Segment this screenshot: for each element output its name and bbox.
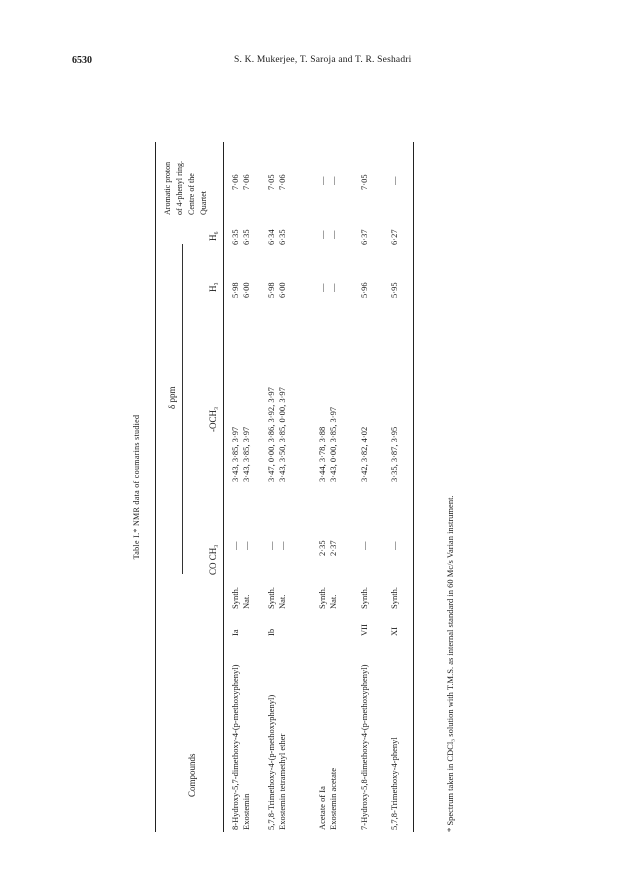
table-row-och3: 3·43, 3·50, 3·85, 0·00, 3·97	[277, 387, 287, 482]
table-row-h3: 5·96	[359, 282, 369, 298]
table-footnote: * Spectrum taken in CDCl₃ solution with T.M.S. as internal standard in 60 Mc/s Varian instrument.	[445, 495, 455, 832]
table-row-och3: 3·43, 0·00, 3·85, 3·97	[328, 406, 338, 482]
header-bottom-rule	[223, 142, 224, 832]
table-row-h6: 6·37	[359, 229, 369, 245]
table-caption: Table I.* NMR data of coumarins studied	[132, 414, 141, 560]
table-row-h3: —	[328, 283, 338, 292]
table-row-h6: 6·35	[277, 229, 287, 245]
table-row-coch3: —	[277, 541, 287, 550]
table-row-label: Ia	[230, 629, 240, 636]
page-number: 6530	[72, 55, 92, 66]
header-compounds: Compounds	[187, 753, 197, 797]
table-row-och3: 3·42, 3·82, 4·02	[359, 426, 369, 482]
table-row-compound: 7-Hydroxy-5,8-dimethoxy-4-(p-methoxyphenyl)	[359, 664, 369, 830]
table-row-coch3: —	[230, 541, 240, 550]
table-row-coch3: 2·35	[317, 540, 327, 556]
table-row-h6: —	[328, 230, 338, 239]
table-row-source: Synth.	[230, 587, 240, 609]
table-row-compound: Exostemin	[241, 793, 251, 830]
table-row-compound: 5,7,8-Trimethoxy-4-(p-methoxyphenyl)	[266, 694, 276, 830]
table-row-compound: 5,7,8-Trimethoxy-4-phenyl	[389, 737, 399, 830]
header-h6: H₆	[208, 231, 218, 241]
table-row-och3: 3·47, 0·00, 3·86, 3·92, 3·97	[266, 387, 276, 482]
table-row-arom: —	[328, 176, 338, 185]
table-row-source: Synth.	[389, 587, 399, 609]
table-row-compound: Exostemin tetramethyl ether	[277, 733, 287, 830]
table-row-coch3: —	[241, 541, 251, 550]
table-row-source: Synth.	[317, 587, 327, 609]
table-row-coch3: —	[266, 541, 276, 550]
table-row-coch3: —	[359, 541, 369, 550]
table-row-coch3: 2·37	[328, 540, 338, 556]
rotated-table	[120, 142, 460, 832]
table-row-compound: 8-Hydroxy-5,7-dimethoxy-4-(p-methoxyphenyl)	[230, 664, 240, 830]
table-bottom-rule	[413, 142, 414, 832]
table-row-h6: 6·34	[266, 229, 276, 245]
table-row-h6: 6·35	[230, 229, 240, 245]
table-row-h6: 6·27	[389, 229, 399, 245]
table-row-och3: 3·43, 3·85, 3·97	[241, 426, 251, 482]
running-head: S. K. Mukerjee, T. Saroja and T. R. Seshadri	[234, 55, 412, 65]
header-co-ch3: CO CH₃	[208, 544, 218, 575]
table-top-rule	[155, 142, 156, 832]
table-row-source: Synth.	[266, 587, 276, 609]
table-row-h3: 5·98	[266, 282, 276, 298]
table-row-compound: Acetate of Ia	[317, 786, 327, 830]
table-row-label: XI	[389, 627, 399, 636]
table-row-och3: 3·44, 3·78, 3·88	[317, 426, 327, 482]
header-delta-rule	[182, 244, 183, 574]
table-row-arom: 7·06	[241, 174, 251, 190]
header-aromatic-line4: Quartet	[199, 191, 208, 215]
header-aromatic-line3: Centre of the	[187, 173, 196, 215]
table-row-source: Nat.	[328, 594, 338, 609]
table-row-arom: —	[317, 176, 327, 185]
header-delta-ppm: δ ppm	[167, 386, 177, 409]
table-row-source: Nat.	[277, 594, 287, 609]
table-row-h3: 5·98	[230, 282, 240, 298]
header-och3: -OCH₃	[208, 406, 218, 432]
header-aromatic-line1: Aromatic proton	[163, 161, 172, 215]
table-row-och3: 3·43, 3·85, 3·97	[230, 426, 240, 482]
table-row-h3: 6·00	[241, 282, 251, 298]
table-row-arom: —	[389, 176, 399, 185]
table-row-och3: 3·35, 3·87, 3·95	[389, 426, 399, 482]
table-row-h6: 6·35	[241, 229, 251, 245]
header-h3: H₃	[208, 282, 218, 292]
table-row-arom: 7·06	[277, 174, 287, 190]
table-row-h3: —	[317, 283, 327, 292]
table-row-label: Ib	[266, 628, 276, 636]
table-row-source: Nat.	[241, 594, 251, 609]
table-row-arom: 7·05	[266, 174, 276, 190]
table-row-source: Synth.	[359, 587, 369, 609]
table-row-compound: Exostemin acetate	[328, 767, 338, 830]
table-row-arom: 7·06	[230, 174, 240, 190]
table-row-h3: 5·95	[389, 282, 399, 298]
table-row-h3: 6·00	[277, 282, 287, 298]
table-row-coch3: —	[389, 541, 399, 550]
table-row-label: VII	[359, 624, 369, 636]
table-row-h6: —	[317, 230, 327, 239]
table-row-arom: 7·05	[359, 174, 369, 190]
header-aromatic-line2: of 4-phenyl ring.	[175, 161, 184, 215]
